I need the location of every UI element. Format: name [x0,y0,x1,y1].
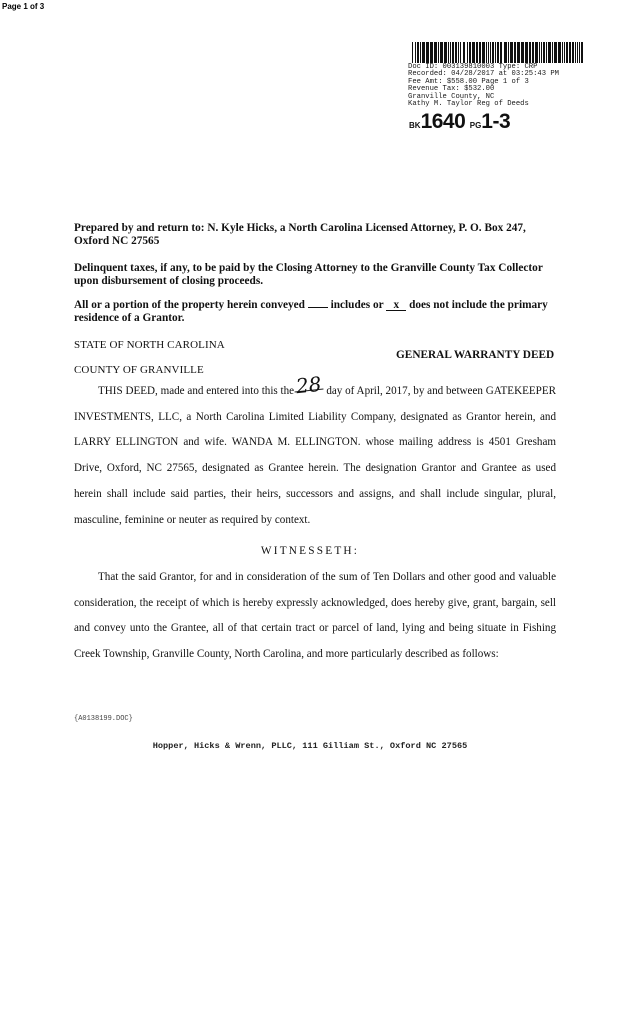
deed-text-before-day: THIS DEED, made and entered into this the [98,385,295,397]
deed-paragraph [74,371,556,533]
residence-text-before: All or a portion of the property herein conveyed [74,299,305,311]
stamp-doc-id: Doc ID: 003139810003 Type: CRP [408,63,538,71]
county-heading: COUNTY OF GRANVILLE [74,364,204,376]
includes-blank [308,307,328,308]
book-page-reference [409,110,510,134]
witnesseth-heading: WITNESSETH: [260,545,360,557]
stamp-recorded: Recorded: 04/28/2017 at 03:25:43 PM [408,70,559,79]
state-heading: STATE OF NORTH CAROLINA [74,339,225,351]
document-reference: {A0138199.DOC} [74,715,133,723]
page-range: 1-3 [481,110,511,133]
not-include-blank: x [386,300,406,311]
residence-includes-text: includes or [330,299,384,311]
consideration-text: That the said Grantor, for and in consideration of the sum of Ten Dollars and other good and valuable consideration, the receipt of which is hereby expressly acknowledged, does hereby give, grant, bargain, sell and convey unto the Grantee, all of that certain tract or parcel of land, lying and being situate in Fishing Creek Township, Granville County, North Carolina, and more particularly described as follows: [74,571,556,661]
law-firm-footer: Hopper, Hicks & Wrenn, PLLC, 111 Gilliam St., Oxford NC 27565 [152,741,468,751]
primary-residence-statement [74,299,554,325]
page-prefix: PG [469,121,482,130]
book-number: 1640 [420,110,466,133]
stamp-county: Granville County, NC [408,92,495,101]
residence-text-after: does not include the primary residence of a Grantor. [74,299,548,324]
stamp-lines [408,64,588,108]
stamp-register: Kathy M. Taylor Reg of Deeds [408,100,529,109]
recording-stamp [408,42,588,108]
page-label: Page 1 of 3 [2,2,45,11]
handwritten-day: 28 [294,371,323,399]
prepared-by: Prepared by and return to: N. Kyle Hicks, a North Carolina Licensed Attorney, P. O. Box 247, Oxford NC 27565 [74,222,526,247]
stamp-fee: Fee Amt: $558.00 Page 1 of 3 [408,77,529,86]
stamp-revenue-tax: Revenue Tax: $532.00 [408,85,495,94]
book-prefix: BK [409,121,421,130]
delinquent-taxes-notice: Delinquent taxes, if any, to be paid by the Closing Attorney to the Granville County Tax Collector upon disbursement of closing proceeds. [74,262,543,287]
consideration-paragraph [74,565,556,668]
deed-text-after-day: day of April, 2017, by and between GATEKEEPER INVESTMENTS, LLC, a North Carolina Limited Liability Company, designated as Grantor herein, and LARRY ELLINGTON and wife. WANDA M. ELLINGTON. whose mailing address is 4501 Gresham Drive, Oxford, NC 27565, designated as Grantee herein. The designation Grantor and Grantee as used herein shall include said parties, their heirs, successors and assigns, and shall include singular, plural, masculine, feminine or neuter as required by context. [74,385,556,526]
deed-title: GENERAL WARRANTY DEED [396,349,555,361]
barcode-icon [412,42,584,63]
